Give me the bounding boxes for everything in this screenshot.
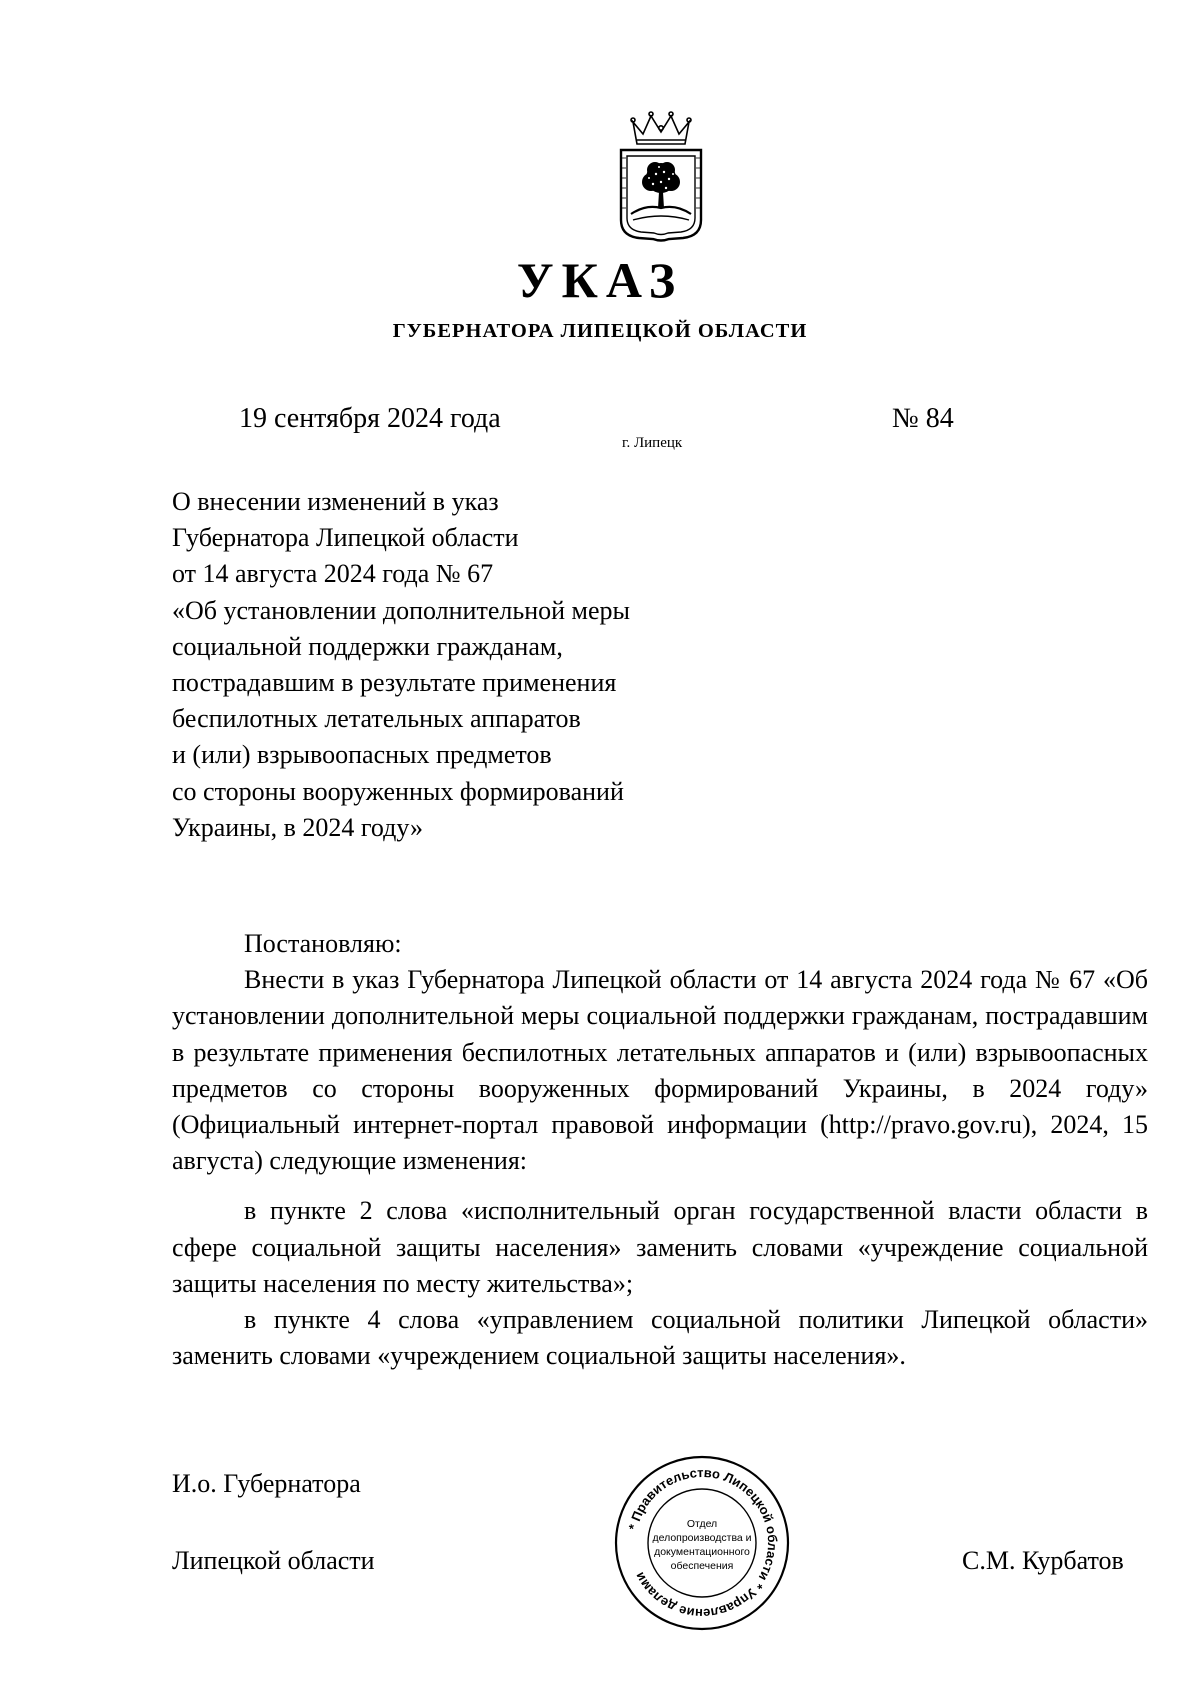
- coat-of-arms-icon: [611, 108, 711, 248]
- subject-line: беспилотных летательных аппаратов: [172, 704, 581, 734]
- document-number: № 84: [892, 403, 954, 434]
- signatory-region: Липецкой области: [172, 1546, 375, 1575]
- signatory-name: С.М. Курбатов: [962, 1546, 1124, 1575]
- subject-line: пострадавшим в результате применения: [172, 668, 617, 698]
- document-issuer: ГУБЕРНАТОРА ЛИПЕЦКОЙ ОБЛАСТИ: [392, 320, 808, 342]
- seal-ring-text: * Правительство Липецкой области * Управление делами: [625, 1464, 781, 1622]
- document-title: УКАЗ: [516, 252, 684, 308]
- document-date: 19 сентября 2024 года: [239, 403, 501, 434]
- body-paragraph: в пункте 2 слова «исполнительный орган государственной власти области в сфере социальной защиты населения» заменить словами «учреждение социальной защиты населения по месту жительства»;: [172, 1196, 1148, 1298]
- subject-line: «Об установлении дополнительной меры: [172, 595, 630, 625]
- body-paragraph: Внести в указ Губернатора Липецкой области от 14 августа 2024 года № 67 «Об установлении дополнительной меры социальной поддержки гражданам, пострадавшим в результате применения беспилотных летательных аппаратов и (или) взрывоопасных предметов со стороны вооруженных формирований Украины, в 2024 году» (Официальный интернет-портал правовой информации (http://pravo.gov.ru), 2024, 15 августа) следующие изменения:: [172, 965, 1148, 1176]
- subject-line: социальной поддержки гражданам,: [172, 631, 563, 661]
- document-body: [172, 926, 1148, 1374]
- subject-line: со стороны вооруженных формирований: [172, 776, 624, 806]
- subject-line: О внесении изменений в указ: [172, 487, 499, 516]
- signatory-position: И.о. Губернатора: [172, 1469, 361, 1498]
- seal-center-line: документационного: [654, 1546, 750, 1558]
- seal-center-line: делопроизводства и: [652, 1532, 752, 1544]
- seal-center-line: обеспечения: [670, 1560, 734, 1572]
- subject-line: и (или) взрывоопасных предметов: [172, 740, 552, 770]
- seal-center-line: Отдел: [686, 1518, 718, 1530]
- decree-word: Постановляю:: [244, 929, 402, 958]
- subject-line: от 14 августа 2024 года № 67: [172, 559, 494, 589]
- subject-line: Украины, в 2024 году»: [172, 812, 424, 842]
- document-subject: [172, 484, 772, 846]
- body-paragraph: в пункте 4 слова «управлением социальной политики Липецкой области» заменить словами «учреждением социальной защиты населения».: [172, 1305, 1148, 1371]
- document-city: г. Липецк: [622, 435, 683, 451]
- subject-line: Губернатора Липецкой области: [172, 523, 519, 553]
- official-seal: [612, 1453, 792, 1633]
